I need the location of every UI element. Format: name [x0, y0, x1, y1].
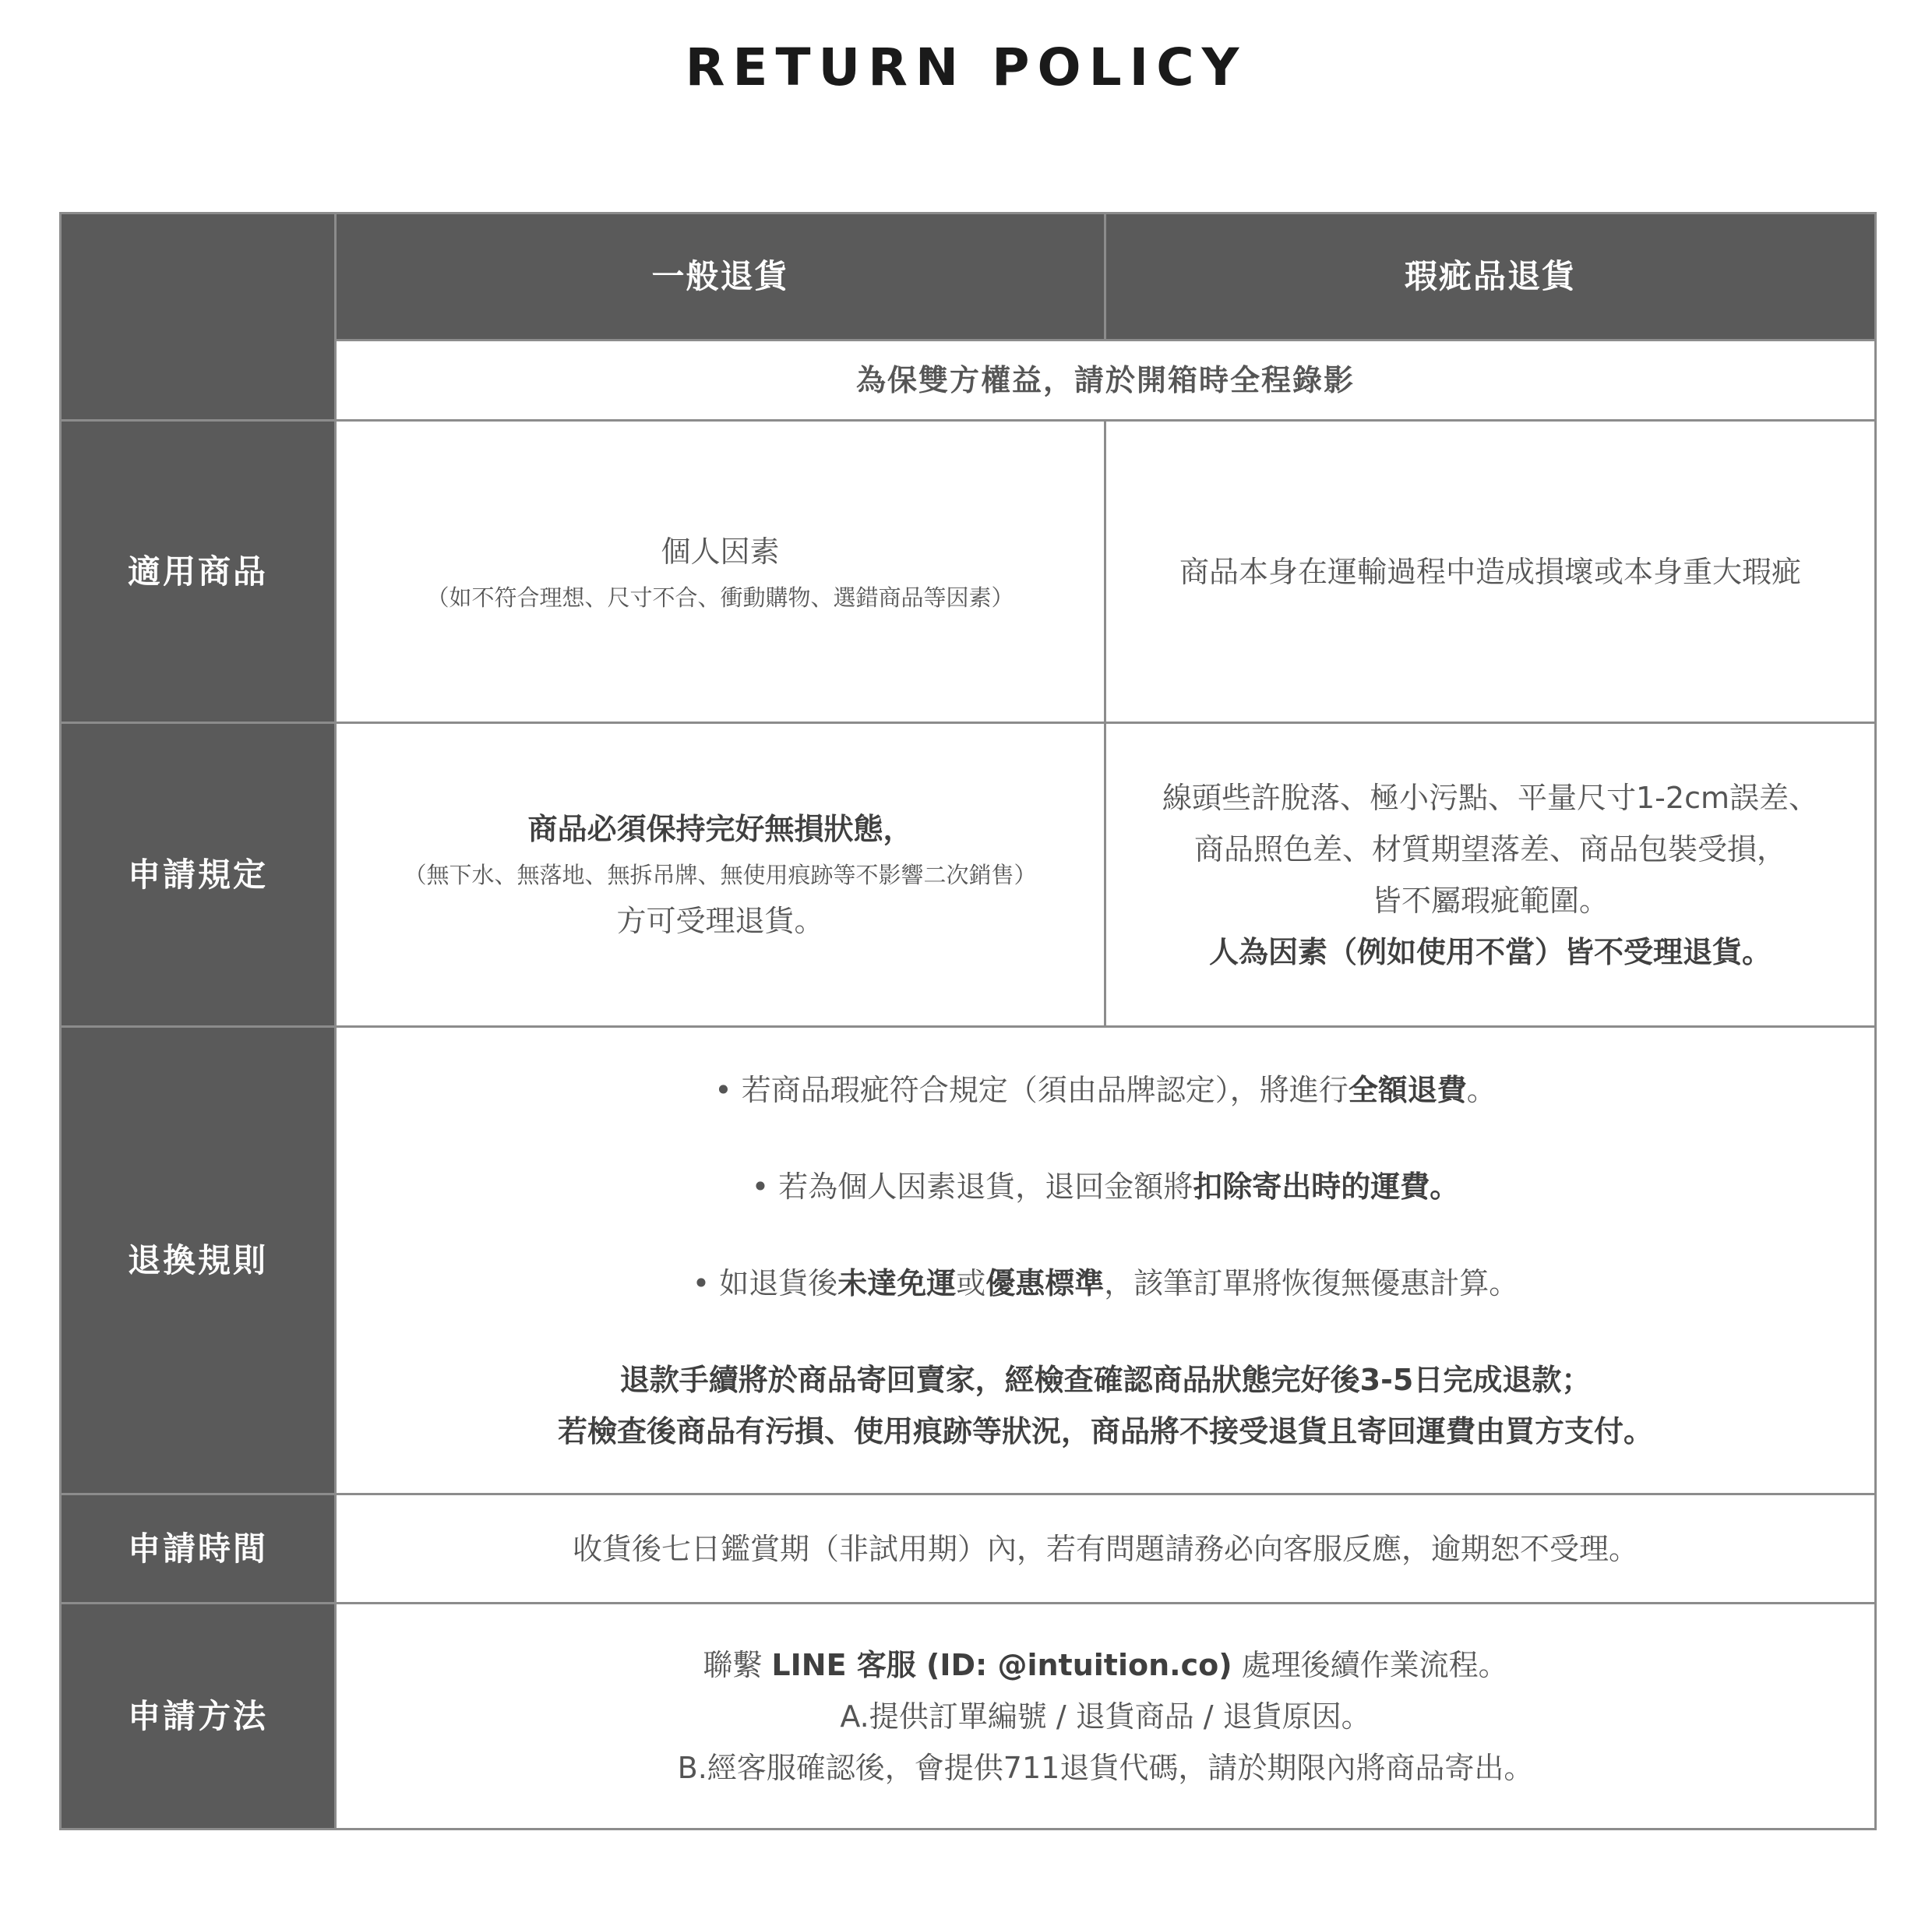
row-label-exchange: 退換規則 — [61, 1027, 336, 1494]
exchange-b2-text: 若為個人因素退貨，退回金額將 — [778, 1169, 1193, 1204]
rules-general-bold: 商品必須保持完好無損狀態， — [527, 811, 913, 846]
cell-exchange — [336, 1027, 1876, 1494]
table-row-exchange — [61, 1027, 1876, 1494]
method-line-2: A.提供訂單編號 / 退貨商品 / 退貨原因。 — [840, 1699, 1371, 1734]
applicable-general-main: 個人因素 — [661, 534, 780, 569]
table-row-applicable — [61, 421, 1876, 723]
row-label-applicable: 適用商品 — [61, 421, 336, 723]
table-row-rules — [61, 723, 1876, 1027]
cell-applicable-defect: 商品本身在運輸過程中造成損壞或本身重大瑕疵 — [1105, 421, 1876, 723]
exchange-bullet-2 — [352, 1161, 1859, 1212]
exchange-bullet-1 — [352, 1064, 1859, 1116]
table-row-method — [61, 1604, 1876, 1829]
cell-rules-general — [336, 723, 1105, 1027]
page-title: RETURN POLICY — [685, 37, 1247, 97]
rules-defect-line3: 皆不屬瑕疵範圍。 — [1371, 883, 1609, 918]
row-label-rules: 申請規定 — [61, 723, 336, 1027]
rules-defect-line1: 線頭些許脫落、極小污點、平量尺寸1-2cm誤差、 — [1162, 780, 1818, 815]
exchange-b1-end: 。 — [1466, 1072, 1497, 1107]
rules-defect-line2: 商品照色差、材質期望落差、商品包裝受損， — [1193, 831, 1786, 866]
exchange-b2-bold: 扣除寄出時的運費 — [1193, 1169, 1430, 1204]
column-header-defect: 瑕疵品退貨 — [1105, 213, 1876, 340]
rules-general-note: （無下水、無落地、無拆吊牌、無使用痕跡等不影響二次銷售） — [404, 861, 1037, 888]
table-header-row — [61, 213, 1876, 340]
method-line-1 — [352, 1639, 1859, 1691]
recording-notice: 為保雙方權益，請於開箱時全程錄影 — [336, 340, 1876, 421]
method-line1-text: 聯繫 — [703, 1647, 772, 1682]
exchange-b1-text: 若商品瑕疵符合規定（須由品牌認定），將進行 — [741, 1072, 1349, 1107]
row-label-method: 申請方法 — [61, 1604, 336, 1829]
exchange-b3-end: ，該筆訂單將恢復無優惠計算。 — [1104, 1265, 1519, 1300]
exchange-b3-text: 如退貨後 — [719, 1265, 838, 1300]
exchange-bullet-3 — [352, 1258, 1859, 1309]
refund-line-1: 退款手續將於商品寄回賣家，經檢查確認商品狀態完好後3-5日完成退款； — [619, 1362, 1592, 1397]
rules-defect-bold: 人為因素（例如使用不當）皆不受理退貨。 — [1208, 934, 1772, 969]
exchange-b2-end: 。 — [1430, 1169, 1460, 1204]
exchange-b3-bold2: 優惠標準 — [985, 1265, 1105, 1300]
cell-method — [336, 1604, 1876, 1829]
exchange-b3-mid: 或 — [956, 1265, 986, 1300]
cell-time: 收貨後七日鑑賞期（非試用期）內，若有問題請務必向客服反應，逾期恕不受理。 — [336, 1494, 1876, 1604]
cell-rules-defect — [1105, 723, 1876, 1027]
method-line-3: B.經客服確認後，會提供711退貨代碼，請於期限內將商品寄出。 — [677, 1750, 1534, 1785]
column-header-general: 一般退貨 — [336, 213, 1105, 340]
row-label-time: 申請時間 — [61, 1494, 336, 1604]
exchange-b3-bold1: 未達免運 — [837, 1265, 957, 1300]
cell-applicable-general — [336, 421, 1105, 723]
corner-cell — [61, 213, 336, 421]
return-policy-table — [59, 212, 1877, 1830]
line-contact-id: LINE 客服 (ID: @intuition.co) — [771, 1647, 1232, 1682]
method-line1-end: 處理後續作業流程。 — [1232, 1647, 1508, 1682]
rules-general-end: 方可受理退貨。 — [616, 903, 824, 938]
refund-line-2: 若檢查後商品有污損、使用痕跡等狀況，商品將不接受退貨且寄回運費由買方支付。 — [557, 1413, 1653, 1448]
exchange-b1-bold: 全額退費 — [1348, 1072, 1467, 1107]
table-row-time — [61, 1494, 1876, 1604]
applicable-general-note: （如不符合理想、尺寸不合、衝動購物、選錯商品等因素） — [426, 584, 1014, 611]
